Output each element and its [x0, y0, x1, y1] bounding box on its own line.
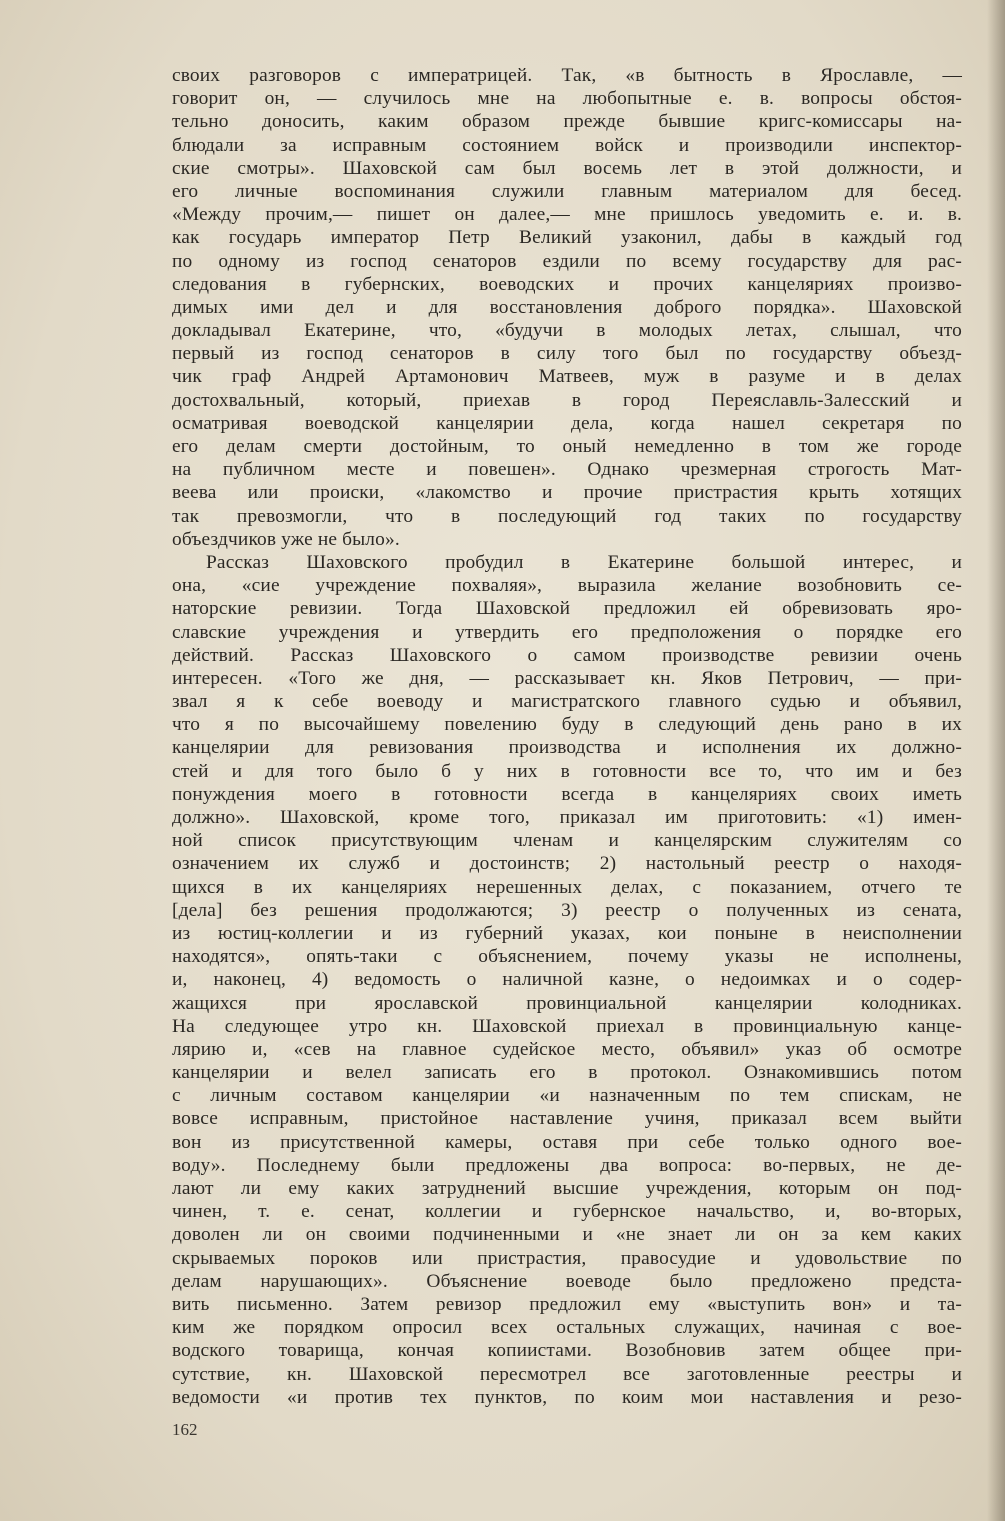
text-line: означением их служб и достоинств; 2) настольный реестр о находя- [172, 853, 962, 875]
text-line: интересен. «Того же дня, — рассказывает кн. Яков Петрович, — при- [172, 667, 962, 689]
text-line: ким же порядком опросил всех остальных служащих, начиная с вое- [172, 1317, 962, 1339]
text-line: делам нарушающих». Объяснение воеводе было предложено предста- [172, 1270, 962, 1292]
text-line: звал я к себе воеводу и магистратского главного судью и объявил, [172, 691, 962, 713]
text-line: лярию и, «сев на главное судейское место, объявил» указ об осмотре [172, 1038, 962, 1060]
text-line: докладывал Екатерине, что, «будучи в молодых летах, слышал, что [172, 320, 962, 342]
text-line: водского товарища, кончая копиистами. Возобновив затем общее при- [172, 1340, 962, 1362]
text-line: канцелярии и велел записать его в протокол. Ознакомившись потом [172, 1062, 962, 1084]
text-line: и, наконец, 4) ведомость о наличной казне, о недоимках и о содер- [172, 969, 962, 991]
text-line: что я по высочайшему повелению буду в следующий день рано в их [172, 714, 962, 736]
page-number: 162 [172, 1420, 198, 1439]
text-line: жащихся при ярославской провинциальной канцелярии колодниках. [172, 992, 962, 1014]
text-line: действий. Рассказ Шаховского о самом производстве ревизии очень [172, 644, 962, 666]
text-line: доволен ли он своими подчиненными и «не знает ли он за кем каких [172, 1224, 962, 1246]
text-line: вовсе исправным, пристойное наставление учиня, приказал всем выйти [172, 1108, 962, 1130]
text-line: его делам смерти достойным, то оный немедленно в том же городе [172, 436, 962, 457]
text-line: наторские ревизии. Тогда Шаховской предложил ей обревизовать яро- [172, 598, 962, 620]
text-line: осматривая воеводской канцелярии дела, когда нашел секретаря по [172, 412, 962, 434]
text-line: говорит он, — случилось мне на любопытные е. в. вопросы обстоя- [172, 88, 962, 110]
text-line: ной список присутствующим членам и канцелярским служителям со [172, 830, 962, 852]
text-line: должно». Шаховской, кроме того, приказал им приготовить: «1) имен- [172, 807, 962, 828]
text-line: блюдали за исправным состоянием войск и производили инспектор- [172, 134, 962, 156]
text-line: находятся», опять-таки с объяснением, почему указы не исполнены, [172, 946, 962, 968]
text-line: первый из господ сенаторов в силу того был по государству объезд- [172, 343, 962, 365]
text-line: вить письменно. Затем ревизор предложил ему «выступить вон» и та- [172, 1293, 962, 1315]
text-line: воду». Последнему были предложены два вопроса: во-первых, не де- [172, 1154, 962, 1176]
text-line: по одному из господ сенаторов ездили по всему государству для рас- [172, 250, 962, 272]
text-line: его личные воспоминания служили главным материалом для бесед. [172, 180, 962, 202]
text-line: димых ими дел и для восстановления доброго порядка». Шаховской [172, 296, 962, 318]
text-line: ведомости «и против тех пунктов, по коим мои наставления и резо- [172, 1386, 962, 1408]
text-line: следования в губернских, воеводских и прочих канцеляриях произво- [172, 273, 962, 295]
text-line: как государь император Петр Великий узаконил, дабы в каждый год [172, 227, 962, 249]
text-line: чинен, т. е. сенат, коллегии и губернское начальство, и, во-вторых, [172, 1201, 962, 1223]
text-line: понуждения моего в готовности всегда в канцеляриях своих иметь [172, 783, 962, 805]
text-line: она, «сие учреждение похваляя», выразила желание возобновить се- [172, 575, 962, 597]
text-line: так превозмогли, что в последующий год таких по государству [172, 505, 962, 527]
text-line: скрываемых пороков или пристрастия, правосудие и удовольствие по [172, 1247, 962, 1269]
text-line: тельно доносить, каким образом прежде бывшие кригс-комиссары на- [172, 111, 962, 133]
text-line: славские учреждения и утвердить его предположения о порядке его [172, 621, 962, 643]
text-line: стей и для того было б у них в готовности все то, что им и без [172, 760, 962, 782]
text-line: достохвальный, который, приехав в город Переяславль-Залесский и [172, 389, 962, 411]
text-line: ские смотры». Шаховской сам был восемь лет в этой должности, и [172, 157, 962, 179]
text-line: сутствие, кн. Шаховской пересмотрел все заготовленные реестры и [172, 1363, 962, 1385]
text-line: чик граф Андрей Артамонович Матвеев, муж в разуме и в делах [172, 366, 962, 388]
text-line: На следующее утро кн. Шаховской приехал в провинциальную канце- [172, 1015, 962, 1037]
text-line: канцелярии для ревизования производства и исполнения их должно- [172, 737, 962, 759]
text-line: «Между прочим,— пишет он далее,— мне пришлось уведомить е. и. в. [172, 204, 962, 226]
text-line: вон из присутственной камеры, оставя при себе только одного вое- [172, 1131, 962, 1153]
text-line: из юстиц-коллегии и из губерний указах, кои поныне в неисполнении [172, 922, 962, 944]
text-line: веева или происки, «лакомство и прочие пристрастия крыть хотящих [172, 482, 962, 504]
text-line: [дела] без решения продолжаются; 3) реестр о полученных из сената, [172, 899, 962, 921]
text-line: объездчиков уже не было». [172, 528, 400, 550]
text-line: с личным составом канцелярии «и назначенным по тем спискам, не [172, 1085, 962, 1107]
text-line: щихся в их канцеляриях нерешенных делах, с показанием, отчего те [172, 876, 962, 898]
body-text [172, 64, 962, 1409]
text-line: лают ли ему каких затруднений высшие учреждения, которым он под- [172, 1178, 962, 1199]
text-line: своих разговоров с императрицей. Так, «в бытность в Ярославле, — [172, 65, 962, 86]
page-edge-shadow [987, 0, 1005, 1521]
text-line: на публичном месте и повешен». Однако чрезмерная строгость Мат- [172, 459, 962, 481]
text-line: Рассказ Шаховского пробудил в Екатерине большой интерес, и [206, 551, 962, 573]
